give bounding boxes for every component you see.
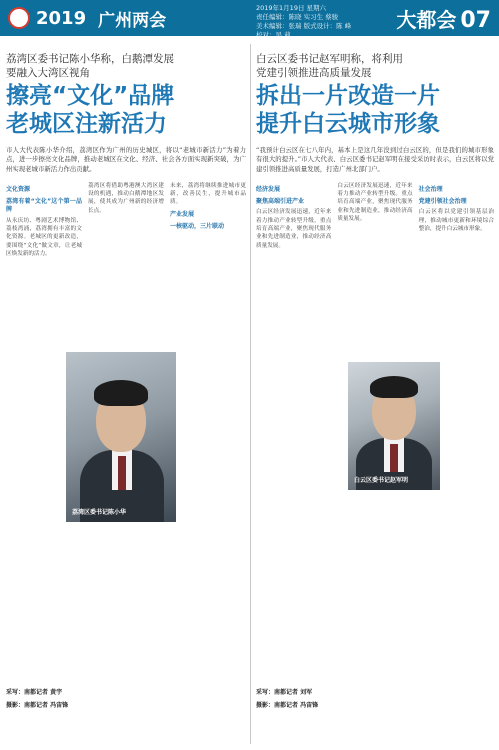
right-body-text: 白云区经济发展迅速，近年来着力推动产业转型升级。重点培育高端产业，聚焦现代服务业和先进制造业，推动经济高质量发展。 — [337, 182, 413, 223]
right-body — [256, 182, 494, 250]
section-title: 广州两会 — [98, 10, 167, 31]
left-subhead: 一核驱动，三片联动 — [170, 223, 225, 231]
left-body-text: 从永庆坊、粤剧艺术博物馆、荔枝湾涌，荔湾拥有丰富的文化资源。老城区的更新改造，要围绕“文化”做文章，让老城区焕发新的活力。 — [6, 217, 82, 257]
hair-shape — [94, 380, 148, 406]
right-subhead: 社会治理 — [418, 185, 443, 193]
left-body-text: 未来，荔湾将继续推进城市更新，改善民生，提升城市品质。 — [170, 182, 246, 206]
left-credits — [6, 684, 246, 710]
left-headline — [6, 82, 246, 138]
credit-line: 摄影：南都记者 冯宙锋 — [6, 702, 69, 709]
right-lead: “我预计白云区在七八年内，基本上是这几年没到过白云区的，但是我们的城市形象有很大的提升。”市人大代表、白云区委书记赵军明在接受采访时表示，白云区将以党建引领推进高质量发展，打造广州北部门户。 — [256, 146, 494, 173]
right-article — [256, 44, 494, 744]
left-body-col — [88, 182, 164, 258]
masthead-right — [396, 4, 491, 33]
kicker-line: 白云区委书记赵军明称，将利用 — [256, 53, 403, 65]
tie-shape — [390, 444, 398, 472]
left-article — [6, 44, 246, 744]
left-body-text: 荔湾区将借助粤港澳大湾区建设的机遇，推动白鹅潭地区发展，使其成为广州新的经济增长点。 — [88, 182, 164, 214]
info-line: 校对：吴 莉 — [256, 31, 291, 39]
hair-shape — [370, 376, 418, 398]
right-body-col — [256, 182, 331, 250]
masthead — [0, 0, 499, 39]
photo-caption: 荔湾区委书记陈小华 — [72, 509, 127, 516]
left-subhead: 文化资源 — [6, 185, 31, 193]
credit-line: 摄影：南都记者 冯宙锋 — [256, 702, 319, 709]
left-body-col — [170, 182, 246, 258]
kicker-line: 要融入大湾区视角 — [6, 67, 90, 79]
photo-caption: 白云区委书记赵军明 — [354, 477, 409, 484]
left-subhead: 产业发展 — [170, 210, 195, 218]
credit-line: 采写：南都记者 黄宇 — [6, 689, 63, 696]
right-body-col — [337, 182, 412, 250]
right-headline — [256, 82, 494, 138]
page-number: 07 — [460, 8, 491, 33]
tie-shape — [118, 456, 126, 490]
info-line: 2019年1月19日 星期六 — [256, 4, 327, 12]
right-credits — [256, 684, 494, 710]
masthead-left — [8, 6, 166, 30]
right-subhead: 党建引领社会治理 — [418, 198, 467, 206]
right-body-text: 白云区将以党建引领基层治理，推动城市更新和环境综合整治，提升白云城市形象。 — [418, 209, 494, 233]
left-subhead: 荔湾有着“文化”这个第一品牌 — [6, 198, 82, 214]
left-lead: 市人大代表陈小华介绍，荔湾区作为广州的历史城区，将以“老城市新活力”为着力点，进一步擦亮文化品牌，推动老城区在文化、经济、社会各方面实现新突破，为广州实现老城市新活力作出贡献。 — [6, 146, 246, 173]
kicker-line: 荔湾区委书记陈小华称，白鹅潭发展 — [6, 53, 174, 65]
masthead-info — [256, 4, 378, 40]
masthead-year: 2019 — [36, 7, 87, 29]
column-divider — [250, 44, 251, 744]
headline-line: 擦亮“文化”品牌 — [6, 83, 175, 109]
credit-line: 采写：南都记者 刘军 — [256, 689, 313, 696]
right-body-text: 白云区经济发展迅速，近年来着力推动产业转型升级。重点培育高端产业，聚焦现代服务业和先进制造业，推动经济高质量发展。 — [256, 209, 332, 249]
headline-line: 拆出一片改造一片 — [256, 83, 440, 109]
right-subhead: 聚焦高端引进产业 — [256, 198, 305, 206]
right-kicker — [256, 52, 494, 80]
info-line: 责任编辑：陈晓 实习生 蔡骏 — [256, 13, 339, 21]
info-line: 美术编辑：张瑞 版式设计：陈 峰 — [256, 22, 352, 30]
headline-line: 提升白云城市形象 — [256, 111, 440, 137]
left-body — [6, 182, 246, 258]
headline-line: 老城区注新活力 — [6, 111, 167, 137]
newspaper-logo-icon — [8, 7, 30, 29]
page-section-label: 大都会 — [396, 8, 457, 32]
right-body-col — [419, 182, 494, 250]
right-subhead: 经济发展 — [256, 185, 281, 193]
left-portrait-photo — [66, 352, 176, 522]
right-portrait-photo — [348, 362, 440, 490]
left-kicker — [6, 52, 246, 80]
left-body-col — [6, 182, 82, 258]
kicker-line: 党建引领推进高质量发展 — [256, 67, 372, 79]
